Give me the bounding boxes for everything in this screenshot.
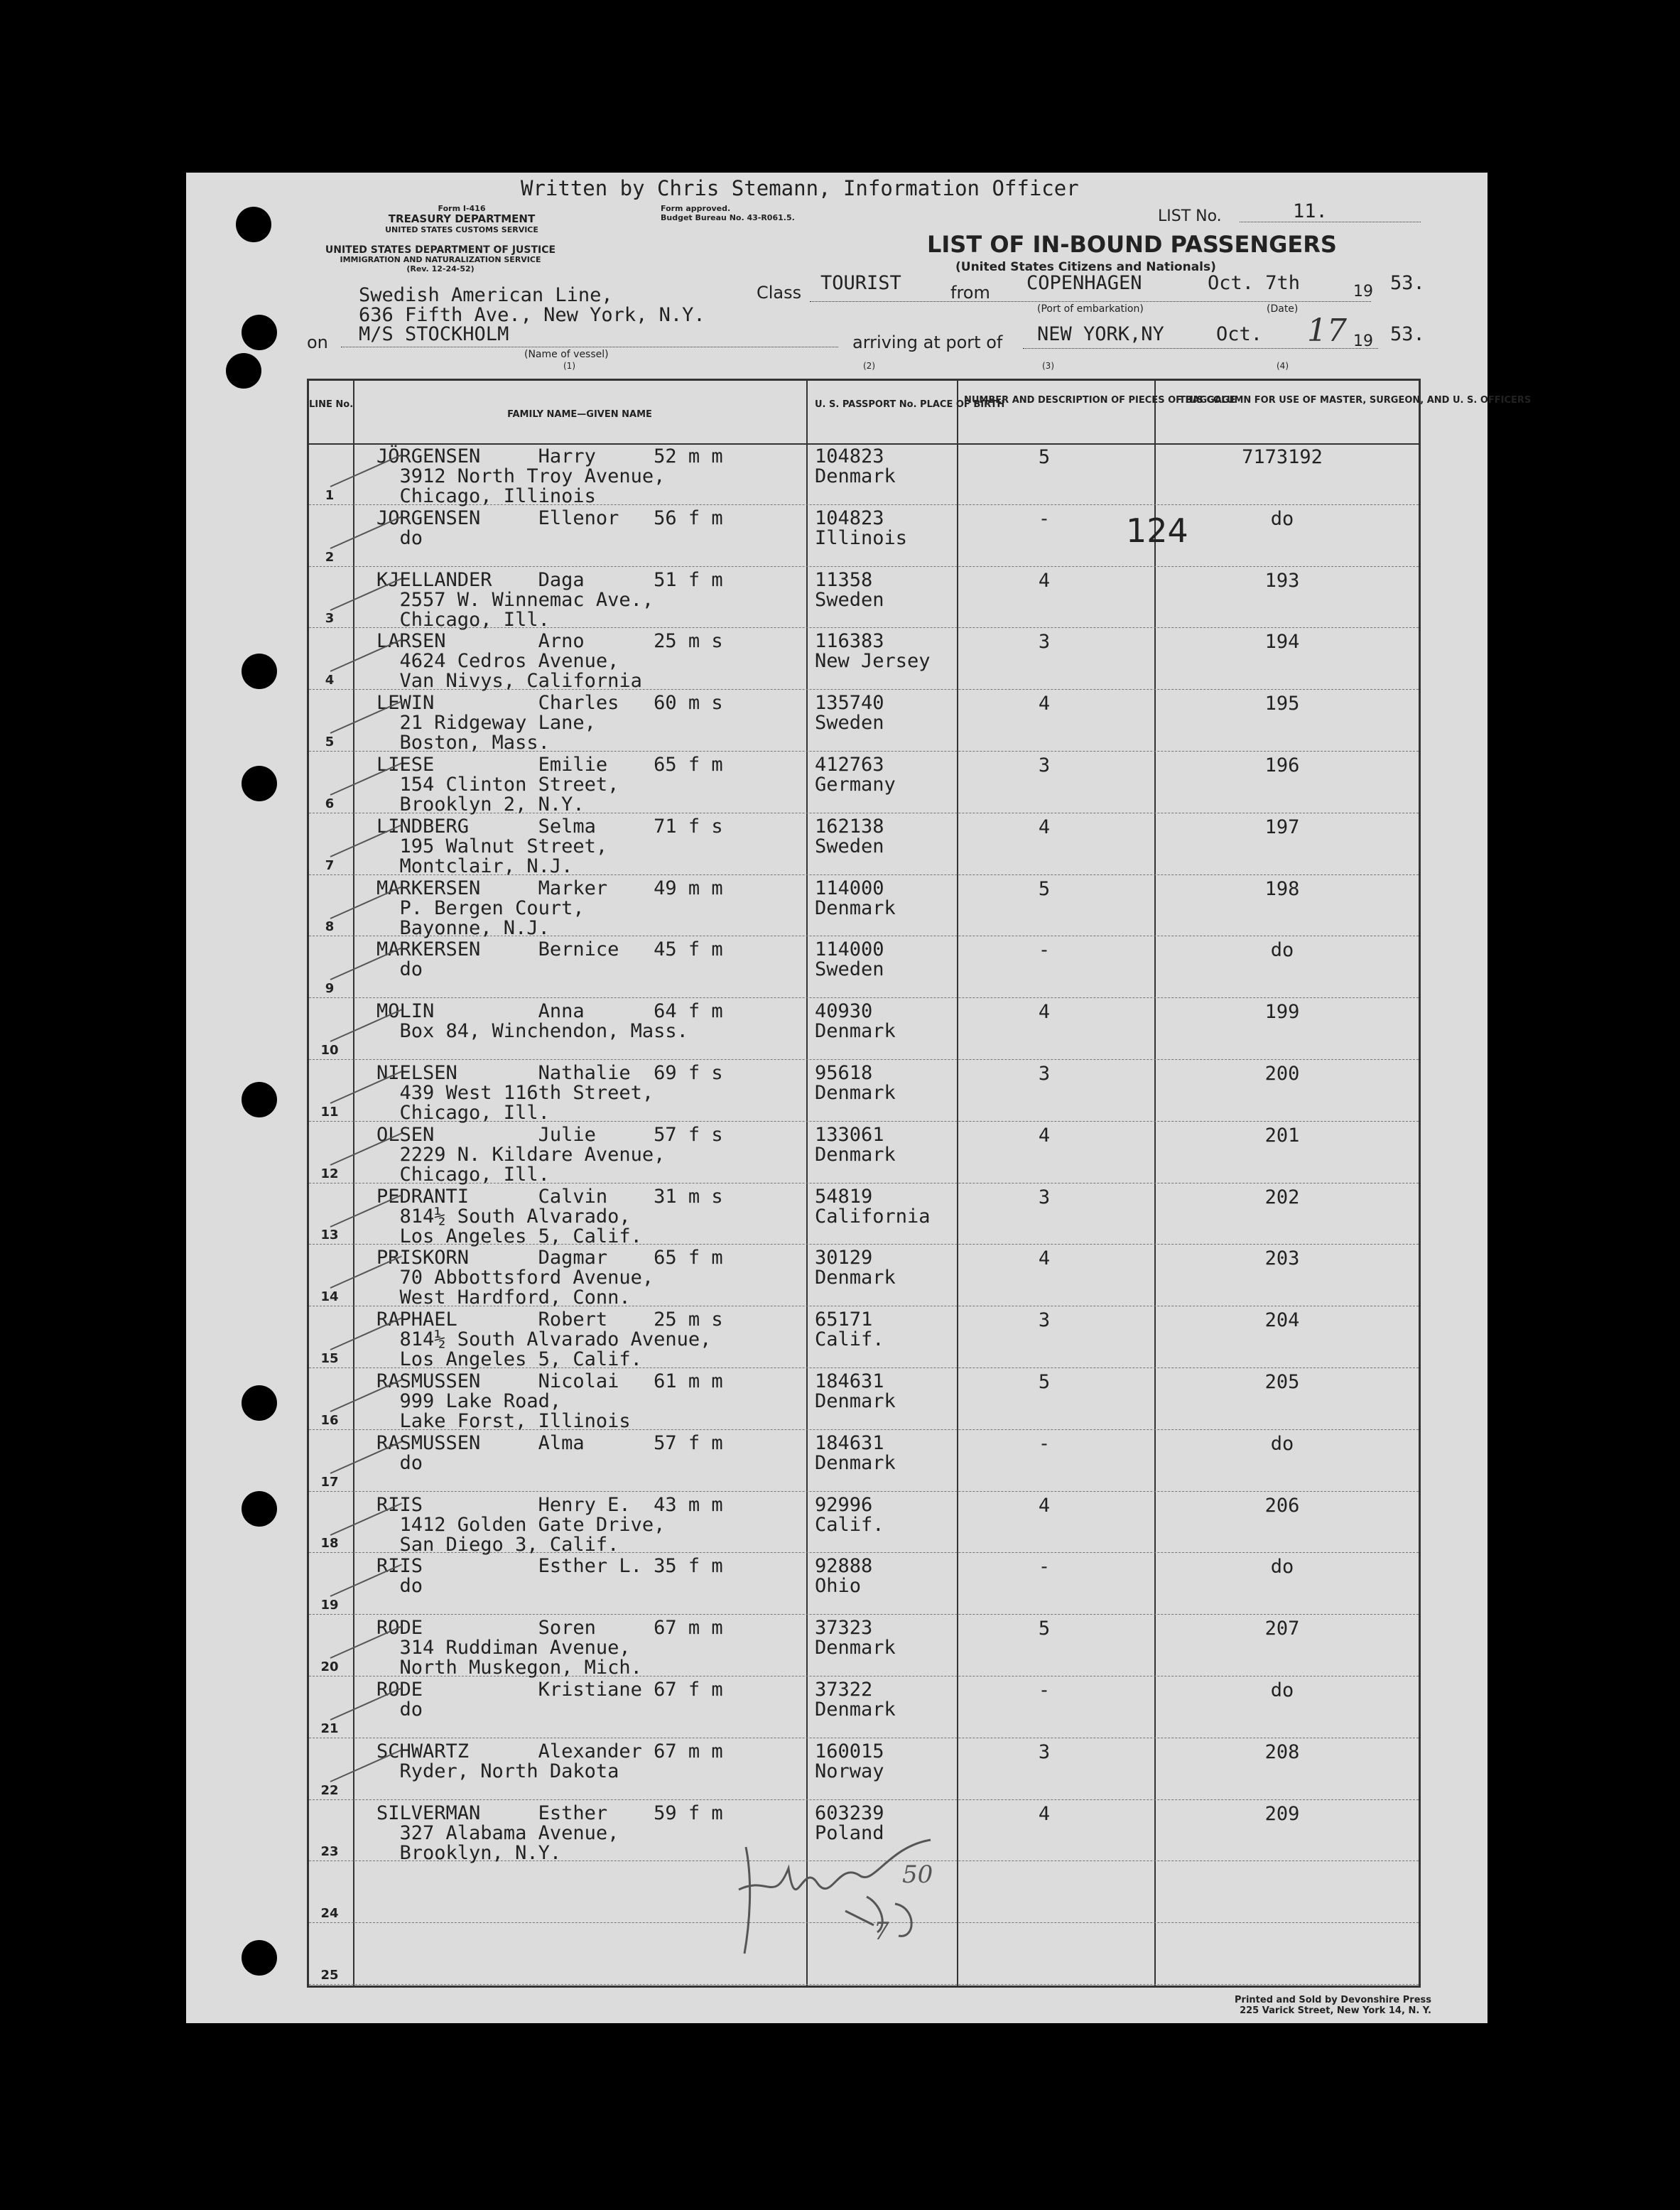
header-officers: THIS COLUMN FOR USE OF MASTER, SURGEON, AND U. S. OFFICERS: [1179, 395, 1532, 406]
officer-note: 194: [1264, 631, 1300, 654]
baggage-count: -: [1038, 1556, 1051, 1578]
table-row: [309, 1368, 1419, 1430]
place-of-birth: Denmark: [815, 1267, 896, 1289]
passport-number: 95618: [815, 1062, 873, 1084]
passenger-name: RIIS Henry E. 43 m m: [376, 1493, 723, 1516]
passenger-name: MOLIN Anna 64 f m: [376, 1000, 723, 1023]
passenger-name: MARKERSEN Bernice 45 f m: [376, 938, 723, 961]
form-number: Form I-416 TREASURY DEPARTMENT UNITED STATES CUSTOMS SERVICE: [385, 204, 538, 234]
passport-number: 92996: [815, 1493, 873, 1516]
line-number: 12: [320, 1166, 339, 1181]
baggage-count: 4: [1038, 1494, 1051, 1517]
header-baggage: NUMBER AND DESCRIPTION OF PIECES OF BAGGAGE: [964, 395, 1236, 406]
passenger-address-1: do: [376, 1699, 423, 1721]
from-underline: [810, 301, 1371, 302]
table-row: [309, 1492, 1419, 1554]
line-number: 2: [325, 549, 335, 565]
passenger-name: LIESE Emilie 65 f m: [376, 754, 723, 776]
class-value: TOURIST: [820, 272, 901, 294]
officer-note: 205: [1264, 1371, 1300, 1393]
line-number: 25: [320, 1967, 339, 1983]
printer-credit: Printed and Sold by Devonshire Press 225 Varick Street, New York 14, N. Y.: [1235, 1995, 1431, 2016]
table-row: [309, 1245, 1419, 1309]
officer-note: do: [1270, 939, 1294, 962]
handwritten-signature-icon: [725, 1819, 959, 1961]
baggage-count: 4: [1038, 693, 1051, 715]
passport-number: 104823: [815, 445, 884, 467]
officer-note: 198: [1264, 877, 1300, 900]
line-number: 5: [325, 734, 335, 749]
line-number: 3: [325, 611, 335, 627]
arrival-underline: [1023, 348, 1378, 349]
arrival-day-handwritten: 17: [1307, 313, 1347, 349]
col-num-3: (3): [1042, 361, 1054, 371]
passenger-address-2: Los Angeles 5, Calif.: [376, 1225, 642, 1247]
officer-note: 199: [1264, 1001, 1300, 1024]
arriving-label: arriving at port of: [852, 332, 1003, 352]
line-number: 11: [320, 1104, 339, 1120]
table-row: [309, 1677, 1419, 1738]
table-row: [309, 1430, 1419, 1492]
table-row: [309, 443, 1419, 505]
place-of-birth: Calif.: [815, 1328, 884, 1351]
place-of-birth: Sweden: [815, 958, 884, 981]
passenger-address-1: do: [376, 526, 423, 549]
place-of-birth: Germany: [815, 774, 896, 796]
passenger-address-1: 21 Ridgeway Lane,: [376, 712, 596, 735]
place-of-birth: Sweden: [815, 712, 884, 735]
year-prefix: 19: [1353, 283, 1373, 300]
line-number: 18: [320, 1536, 339, 1551]
passenger-address-1: 814½ South Alvarado,: [376, 1205, 631, 1228]
passenger-address-2: Van Nivys, California: [376, 670, 642, 693]
passenger-address-1: Ryder, North Dakota: [376, 1760, 619, 1782]
passenger-address-2: Los Angeles 5, Calif.: [376, 1348, 642, 1371]
punch-hole: [236, 207, 271, 242]
line-number: 24: [320, 1906, 339, 1922]
passenger-address-1: 2557 W. Winnemac Ave.,: [376, 588, 654, 611]
place-of-birth: Denmark: [815, 1082, 896, 1104]
passport-number: 92888: [815, 1555, 873, 1578]
document-title: LIST OF IN-BOUND PASSENGERS: [927, 231, 1337, 258]
line-number: 21: [320, 1721, 339, 1736]
table-row: [309, 1615, 1419, 1677]
baggage-count: -: [1038, 939, 1051, 962]
baggage-count: 3: [1038, 1309, 1051, 1332]
baggage-count: 5: [1038, 877, 1051, 900]
punch-hole: [242, 1082, 277, 1117]
passenger-address-2: Chicago, Ill.: [376, 1102, 550, 1124]
passenger-name: JÖRGENSEN Harry 52 m m: [376, 445, 723, 467]
col-num-4: (4): [1277, 361, 1289, 371]
passenger-name: LINDBERG Selma 71 f s: [376, 815, 723, 838]
port-embark-caption: (Port of embarkation): [1037, 303, 1144, 315]
officer-note: 209: [1264, 1802, 1300, 1825]
passport-number: 37322: [815, 1679, 873, 1701]
table-row: [309, 1306, 1419, 1371]
passenger-address-1: do: [376, 1451, 423, 1474]
officer-note: 195: [1264, 693, 1300, 715]
passenger-address-2: San Diego 3, Calif.: [376, 1533, 619, 1556]
date-caption: (Date): [1267, 303, 1299, 315]
officer-note: 202: [1264, 1186, 1300, 1208]
baggage-count: 5: [1038, 446, 1051, 468]
svg-text:50: 50: [902, 1860, 933, 1889]
officer-note: 193: [1264, 569, 1300, 592]
passport-number: 160015: [815, 1740, 884, 1762]
passport-number: 114000: [815, 938, 884, 961]
document-subtitle: (United States Citizens and Nationals): [955, 260, 1216, 274]
passenger-name: RODE Kristiane 67 f m: [376, 1679, 723, 1701]
line-number: 22: [320, 1782, 339, 1798]
passenger-table: [307, 379, 1532, 1988]
passport-number: 54819: [815, 1185, 873, 1208]
passenger-address-1: 154 Clinton Street,: [376, 774, 619, 796]
passenger-address-2: West Hardford, Conn.: [376, 1287, 631, 1309]
passenger-name: NIELSEN Nathalie 69 f s: [376, 1062, 723, 1084]
punch-hole: [242, 1940, 277, 1976]
place-of-birth: Sweden: [815, 835, 884, 857]
passenger-address-1: 999 Lake Road,: [376, 1390, 562, 1412]
baggage-count: 4: [1038, 1247, 1051, 1270]
baggage-count: 3: [1038, 631, 1051, 654]
line-number: 1: [325, 487, 335, 503]
passenger-address-1: 314 Ruddiman Avenue,: [376, 1637, 631, 1659]
stamp-number: 124: [1126, 511, 1188, 550]
passport-number: 116383: [815, 630, 884, 653]
passenger-address-2: Brooklyn, N.Y.: [376, 1841, 562, 1864]
passenger-name: SCHWARTZ Alexander 67 m m: [376, 1740, 723, 1762]
passenger-name: LEWIN Charles 60 m s: [376, 692, 723, 715]
passenger-address-1: 4624 Cedros Avenue,: [376, 650, 619, 673]
arrival-year: 53.: [1390, 323, 1425, 345]
passport-number: 37323: [815, 1617, 873, 1640]
officer-note: do: [1270, 1679, 1294, 1701]
officer-note: 201: [1264, 1124, 1300, 1147]
officer-note: do: [1270, 1556, 1294, 1578]
officer-note: do: [1270, 507, 1294, 530]
officer-note: 7173192: [1242, 446, 1323, 468]
place-of-birth: Denmark: [815, 1699, 896, 1721]
officer-note: 196: [1264, 754, 1300, 776]
form-approved: Form approved. Budget Bureau No. 43-R061.5.: [661, 204, 795, 222]
agency-block: UNITED STATES DEPARTMENT OF JUSTICE IMMIGRATION AND NATURALIZATION SERVICE (Rev. 12-24-52): [325, 244, 556, 273]
passport-number: 162138: [815, 815, 884, 838]
line-number: 9: [325, 981, 335, 997]
passenger-address-2: Chicago, Illinois: [376, 485, 596, 507]
passenger-name: PRISKORN Dagmar 65 f m: [376, 1247, 723, 1269]
officer-note: 197: [1264, 816, 1300, 838]
line-number: 17: [320, 1474, 339, 1490]
passport-number: 133061: [815, 1123, 884, 1146]
line-number: 15: [320, 1350, 339, 1366]
passenger-address-1: P. Bergen Court,: [376, 897, 585, 919]
place-of-birth: Denmark: [815, 897, 896, 919]
table-row: [309, 875, 1419, 937]
passenger-address-2: Brooklyn 2, N.Y.: [376, 793, 585, 816]
place-of-birth: Sweden: [815, 588, 884, 611]
passport-number: 184631: [815, 1431, 884, 1454]
officer-note: 203: [1264, 1247, 1300, 1270]
passenger-address-2: North Muskegon, Mich.: [376, 1657, 642, 1679]
table-row: [309, 690, 1419, 752]
list-label: LIST No.: [1158, 207, 1222, 225]
line-number: 7: [325, 857, 335, 873]
line-number: 8: [325, 919, 335, 935]
passenger-address-2: Chicago, Ill.: [376, 1163, 550, 1186]
col-num-1: (1): [563, 361, 575, 371]
passport-number: 11358: [815, 568, 873, 591]
passenger-address-1: 814½ South Alvarado Avenue,: [376, 1328, 712, 1351]
place-of-birth: Denmark: [815, 1637, 896, 1659]
passenger-name: RIIS Esther L. 35 f m: [376, 1555, 723, 1578]
place-of-birth: Denmark: [815, 1390, 896, 1412]
passenger-address-1: 1412 Golden Gate Drive,: [376, 1513, 666, 1536]
officer-note: 208: [1264, 1740, 1300, 1763]
table-row: [309, 1183, 1419, 1245]
table-row: [309, 567, 1419, 629]
baggage-count: 4: [1038, 1001, 1051, 1024]
writer-note: Written by Chris Stemann, Information Officer: [521, 176, 1079, 200]
officer-note: 204: [1264, 1309, 1300, 1332]
header-name: FAMILY NAME—GIVEN NAME: [507, 409, 652, 420]
passport-number: 40930: [815, 1000, 873, 1023]
baggage-count: 3: [1038, 1186, 1051, 1208]
table-row: [309, 998, 1419, 1060]
table-row: [309, 1060, 1419, 1122]
arrival-month: Oct.: [1216, 323, 1263, 345]
from-label: from: [950, 283, 990, 303]
line-number: 10: [320, 1042, 339, 1058]
line-number: 14: [320, 1289, 339, 1305]
passenger-address-2: Chicago, Ill.: [376, 608, 550, 631]
embarkation-port: COPENHAGEN: [1026, 272, 1142, 294]
passenger-address-1: 3912 North Troy Avenue,: [376, 465, 666, 487]
passenger-address-1: 327 Alabama Avenue,: [376, 1821, 619, 1844]
punch-hole: [242, 654, 277, 689]
passenger-address-2: Boston, Mass.: [376, 732, 550, 754]
vessel-name: M/S STOCKHOLM: [359, 323, 509, 345]
baggage-count: 3: [1038, 1063, 1051, 1085]
baggage-count: 5: [1038, 1618, 1051, 1640]
passport-number: 104823: [815, 507, 884, 529]
baggage-count: 4: [1038, 569, 1051, 592]
place-of-birth: Denmark: [815, 465, 896, 487]
passenger-name: KJELLANDER Daga 51 f m: [376, 568, 723, 591]
officer-note: 200: [1264, 1063, 1300, 1085]
place-of-birth: Illinois: [815, 526, 908, 549]
passport-number: 114000: [815, 877, 884, 899]
passport-number: 184631: [815, 1370, 884, 1392]
svg-text:7: 7: [874, 1917, 889, 1946]
passenger-address-1: 2229 N. Kildare Avenue,: [376, 1143, 666, 1166]
table-row: [309, 1738, 1419, 1800]
place-of-birth: Ohio: [815, 1575, 862, 1598]
line-number: 23: [320, 1844, 339, 1860]
table-row: [309, 813, 1419, 875]
baggage-count: 3: [1038, 754, 1051, 776]
place-of-birth: Denmark: [815, 1143, 896, 1166]
baggage-count: -: [1038, 1679, 1051, 1701]
place-of-birth: Poland: [815, 1821, 884, 1844]
table-row: [309, 752, 1419, 816]
passenger-name: OLSEN Julie 57 f s: [376, 1123, 723, 1146]
passport-number: 135740: [815, 692, 884, 715]
passenger-address-1: 195 Walnut Street,: [376, 835, 608, 857]
baggage-count: -: [1038, 1432, 1051, 1455]
shipping-company: Swedish American Line,: [359, 284, 613, 306]
baggage-count: 3: [1038, 1740, 1051, 1763]
line-number: 6: [325, 796, 335, 811]
passport-number: 65171: [815, 1309, 873, 1331]
list-number: 11.: [1293, 200, 1328, 222]
baggage-count: 5: [1038, 1371, 1051, 1393]
passport-number: 412763: [815, 754, 884, 776]
passenger-name: SILVERMAN Esther 59 f m: [376, 1802, 723, 1824]
class-label: Class: [757, 283, 802, 303]
passenger-name: PEDRANTI Calvin 31 m s: [376, 1185, 723, 1208]
on-label: on: [307, 332, 328, 352]
arrival-port: NEW YORK,NY: [1037, 323, 1164, 345]
header-passport: U. S. PASSPORT No. PLACE OF BIRTH: [815, 399, 1005, 410]
passenger-name: LARSEN Arno 25 m s: [376, 630, 723, 653]
place-of-birth: California: [815, 1205, 931, 1228]
passenger-address-2: Lake Forst, Illinois: [376, 1410, 631, 1432]
baggage-count: 4: [1038, 1802, 1051, 1825]
passenger-name: MARKERSEN Marker 49 m m: [376, 877, 723, 899]
table-row: [309, 1553, 1419, 1615]
header-line-no: LINE No.: [309, 399, 354, 410]
place-of-birth: Denmark: [815, 1020, 896, 1043]
shipping-address: 636 Fifth Ave., New York, N.Y.: [359, 304, 705, 326]
embarkation-year: 53.: [1390, 272, 1425, 294]
officer-note: 206: [1264, 1494, 1300, 1517]
punch-hole: [226, 353, 261, 389]
punch-hole: [242, 1385, 277, 1421]
passenger-address-1: do: [376, 958, 423, 981]
passenger-name: RAPHAEL Robert 25 m s: [376, 1309, 723, 1331]
passenger-address-1: Box 84, Winchendon, Mass.: [376, 1020, 688, 1043]
passport-number: 30129: [815, 1247, 873, 1269]
punch-hole: [242, 766, 277, 801]
passenger-name: RODE Soren 67 m m: [376, 1617, 723, 1640]
passenger-address-2: Montclair, N.J.: [376, 855, 573, 877]
passenger-address-2: Bayonne, N.J.: [376, 916, 550, 939]
line-number: 16: [320, 1412, 339, 1428]
table-row: [309, 936, 1419, 998]
passenger-address-1: do: [376, 1575, 423, 1598]
officer-note: do: [1270, 1432, 1294, 1455]
place-of-birth: Norway: [815, 1760, 884, 1782]
passenger-name: RASMUSSEN Alma 57 f m: [376, 1431, 723, 1454]
place-of-birth: Calif.: [815, 1513, 884, 1536]
baggage-count: 4: [1038, 816, 1051, 838]
table-row: [309, 505, 1419, 567]
table-row: [309, 1122, 1419, 1186]
line-number: 19: [320, 1598, 339, 1613]
passport-number: 603239: [815, 1802, 884, 1824]
line-number: 20: [320, 1659, 339, 1674]
baggage-count: 4: [1038, 1124, 1051, 1147]
passenger-name: JORGENSEN Ellenor 56 f m: [376, 507, 723, 529]
punch-hole: [242, 1491, 277, 1527]
vessel-caption: (Name of vessel): [524, 349, 609, 360]
place-of-birth: Denmark: [815, 1451, 896, 1474]
col-num-2: (2): [863, 361, 875, 371]
punch-hole: [242, 315, 277, 350]
passenger-name: RASMUSSEN Nicolai 61 m m: [376, 1370, 723, 1392]
officer-note: 207: [1264, 1618, 1300, 1640]
embarkation-date: Oct. 7th: [1208, 272, 1301, 294]
passenger-address-1: 70 Abbottsford Avenue,: [376, 1267, 654, 1289]
line-number: 4: [325, 673, 335, 688]
table-row: [309, 628, 1419, 693]
line-number: 13: [320, 1228, 339, 1243]
passenger-address-1: 439 West 116th Street,: [376, 1082, 654, 1104]
baggage-count: -: [1038, 507, 1051, 530]
place-of-birth: New Jersey: [815, 650, 931, 673]
